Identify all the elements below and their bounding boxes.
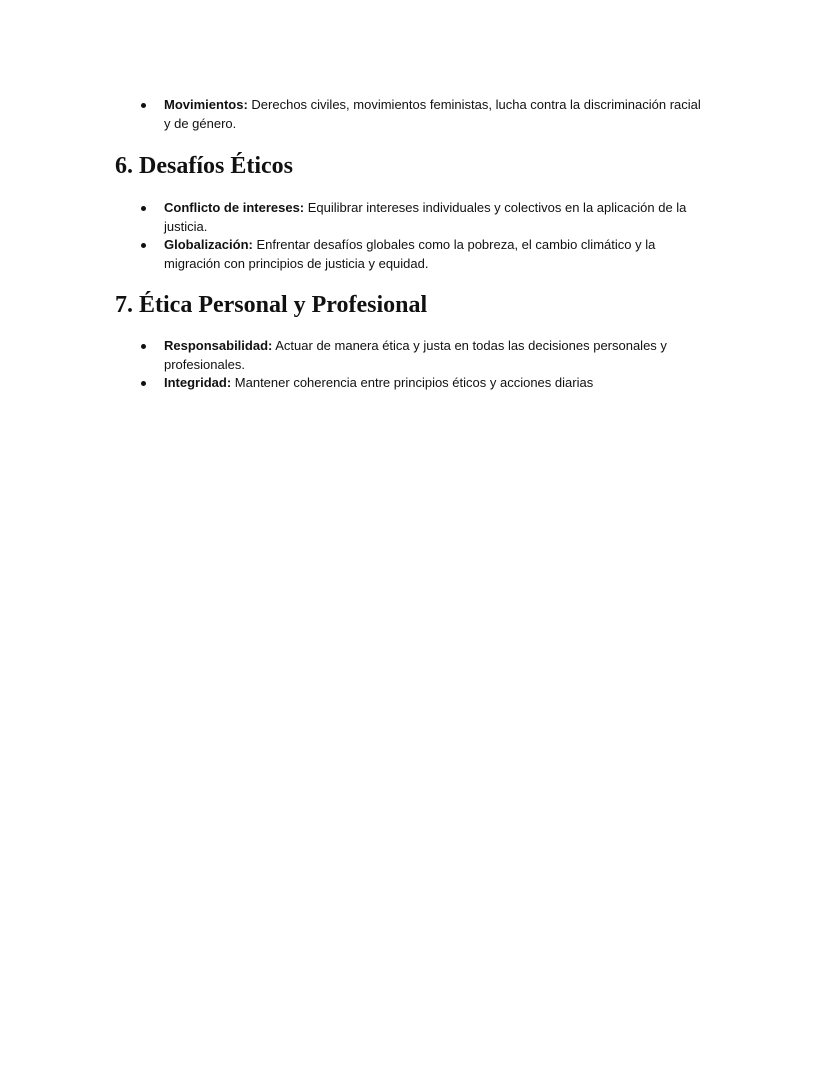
- bullet-list-etica-personal-profesional: [164, 337, 704, 393]
- list-item: [164, 337, 704, 374]
- bullet-term: Movimientos:: [164, 97, 248, 112]
- bullet-term: Responsabilidad:: [164, 338, 273, 353]
- bullet-list-desafios-eticos: [164, 199, 704, 273]
- bullet-term: Globalización:: [164, 237, 253, 252]
- section-heading-desafios-eticos: 6. Desafíos Éticos: [115, 153, 293, 179]
- bullet-text: Enfrentar desafíos globales como la pobreza, el cambio climático y la migración con principios de justicia y equidad.: [164, 237, 656, 271]
- bullet-text: Equilibrar intereses individuales y colectivos en la aplicación de la justicia.: [164, 200, 687, 234]
- bullet-list-movements: [164, 96, 704, 133]
- bullet-term: Integridad:: [164, 375, 232, 390]
- list-item: [164, 236, 704, 273]
- list-item: [164, 374, 704, 393]
- bullet-text: Actuar de manera ética y justa en todas las decisiones personales y profesionales.: [164, 338, 667, 372]
- list-item: [164, 199, 704, 236]
- bullet-term: Conflicto de intereses:: [164, 200, 305, 215]
- section-heading-etica-personal-profesional: 7. Ética Personal y Profesional: [115, 292, 428, 318]
- list-item: [164, 96, 704, 133]
- bullet-text: Derechos civiles, movimientos feministas, lucha contra la discriminación racial y de género.: [164, 97, 701, 131]
- bullet-text: Mantener coherencia entre principios éticos y acciones diarias: [231, 375, 594, 390]
